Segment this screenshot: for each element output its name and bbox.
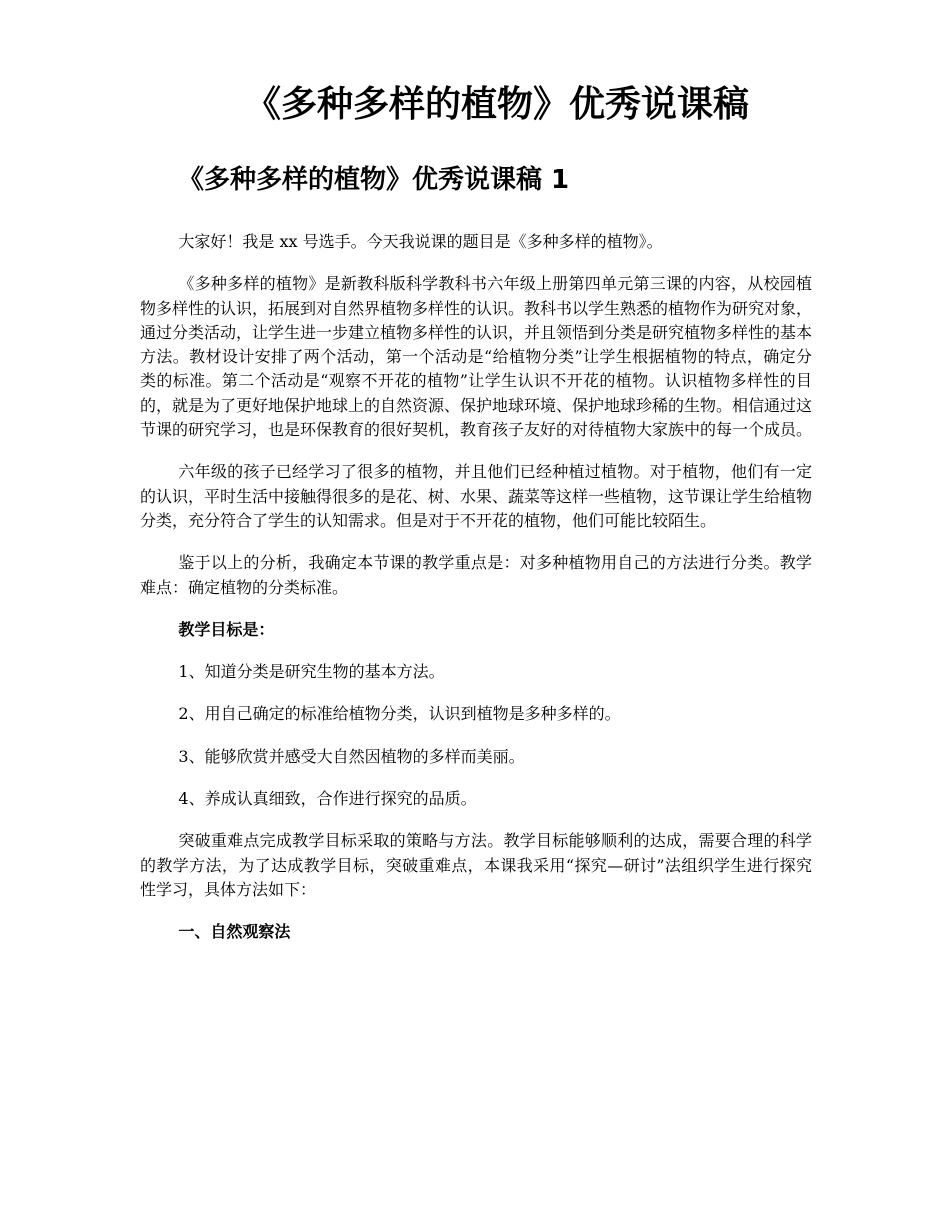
list-item-goal-2: 2、用自己确定的标准给植物分类，认识到植物是多种多样的。 bbox=[178, 704, 621, 724]
list-item-goal-1: 1、知道分类是研究生物的基本方法。 bbox=[178, 662, 445, 682]
paragraph-strategy: 突破重难点完成教学目标采取的策略与方法。教学目标能够顺利的达成，需要合理的科学的教学方法，为了达成教学目标，突破重难点，本课我采用“探究—研讨”法组织学生进行探究性学习，具体方法如下： bbox=[140, 831, 812, 899]
paragraph-key-points: 鉴于以上的分析，我确定本节课的教学重点是：对多种植物用自己的方法进行分类。教学难点：确定植物的分类标准。 bbox=[140, 553, 812, 597]
document-title: 《多种多样的植物》优秀说课稿 bbox=[244, 84, 749, 125]
heading-teaching-goals: 教学目标是： bbox=[178, 619, 275, 639]
list-item-goal-3: 3、能够欣赏并感受大自然因植物的多样而美丽。 bbox=[178, 746, 525, 766]
paragraph-student-analysis: 六年级的孩子已经学习了很多的植物，并且他们已经种植过植物。对于植物，他们有一定的认识，平时生活中接触得很多的是花、树、水果、蔬菜等这样一些植物，这节课让学生给植物分类，充分符合了学生的认知需求。但是对于不开花的植物，他们可能比较陌生。 bbox=[140, 462, 813, 530]
document-body bbox=[140, 230, 812, 963]
list-item-goal-4: 4、养成认真细致，合作进行探究的品质。 bbox=[178, 789, 477, 809]
section-title: 《多种多样的植物》优秀说课稿 1 bbox=[178, 165, 570, 195]
paragraph-greeting: 大家好！我是 xx 号选手。今天我说课的题目是《多种多样的植物》。 bbox=[178, 232, 663, 251]
paragraph-textbook-analysis: 《多种多样的植物》是新教科版科学教科书六年级上册第四单元第三课的内容，从校园植物多样性的认识，拓展到对自然界植物多样性的认识。教科书以学生熟悉的植物作为研究对象，通过分类活动，让学生进一步建立植物多样性的认识，并且领悟到分类是研究植物多样性的基本方法。教材设计安排了两个活动，第一个活动是“给植物分类”让学生根据植物的特点，确定分类的标准。第二个活动是“观察不开花的植物”让学生认识不开花的植物。认识植物多样性的目的，就是为了更好地保护地球上的自然资源、保护地球环境、保护地球珍稀的生物。相信通过这节课的研究学习，也是环保教育的很好契机，教育孩子友好的对待植物大家族中的每一个成员。 bbox=[140, 274, 813, 440]
heading-observation-method: 一、自然观察法 bbox=[178, 922, 291, 942]
